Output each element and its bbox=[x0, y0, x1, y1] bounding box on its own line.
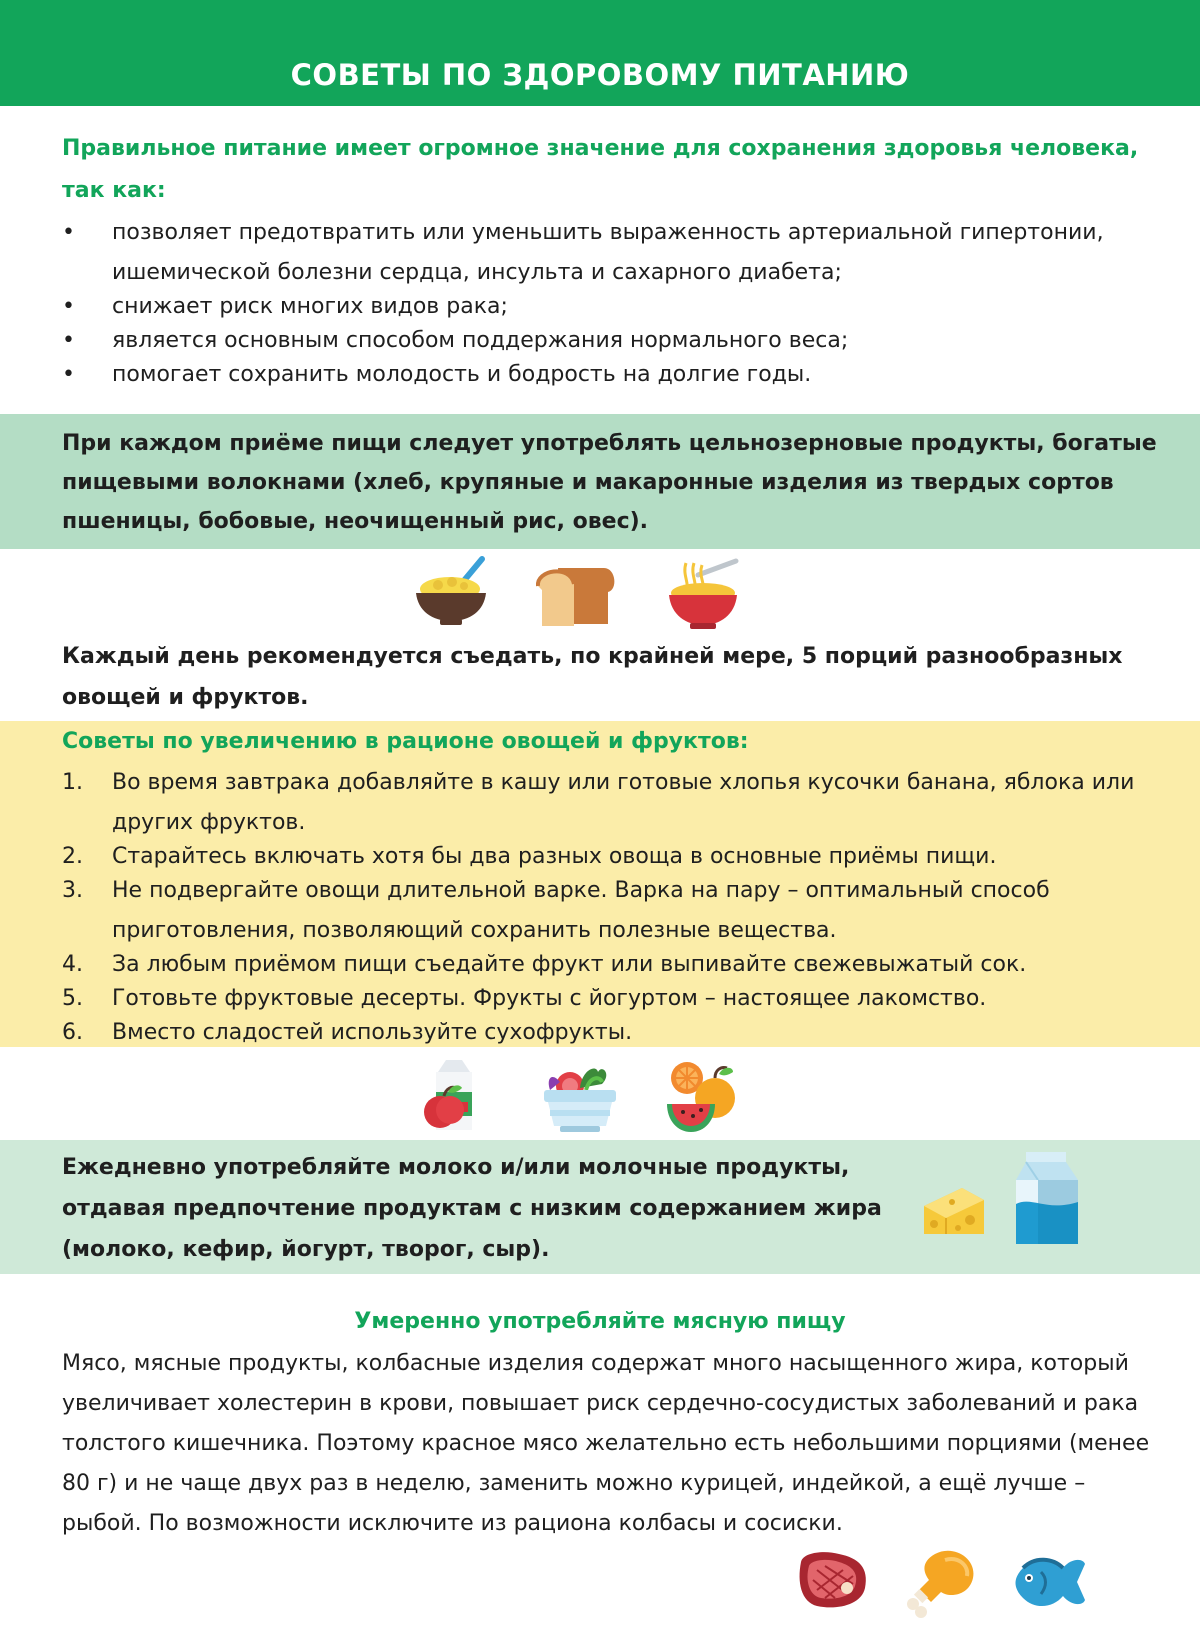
fish-icon bbox=[1005, 1556, 1087, 1610]
fruits-icon bbox=[663, 1056, 739, 1136]
tips-title: Советы по увеличению в рационе овощей и фруктов: bbox=[62, 729, 749, 754]
list-item-text: Не подвергайте овощи длительной варке. Варка на пару – оптимальный способ приготовления, позволяющий сохранить полезные вещества. bbox=[112, 878, 1050, 943]
list-number: 4. bbox=[62, 952, 83, 977]
header-bar bbox=[0, 0, 1200, 106]
bullet-mark: • bbox=[62, 294, 75, 319]
list-item bbox=[62, 355, 1142, 395]
porridge-bowl-icon bbox=[412, 555, 492, 627]
list-item-text: Во время завтрака добавляйте в кашу или готовые хлопья кусочки банана, яблока или других фруктов. bbox=[112, 770, 1135, 835]
list-item-text: является основным способом поддержания нормального веса; bbox=[112, 328, 849, 353]
tips-band bbox=[0, 721, 1200, 1047]
list-item bbox=[62, 213, 1142, 293]
list-item bbox=[62, 763, 1162, 843]
list-item-text: позволяет предотвратить или уменьшить выраженность артериальной гипертонии, ишемической болезни сердца, инсульта и сахарного диабета; bbox=[112, 220, 1104, 285]
salad-bowl-icon bbox=[540, 1060, 620, 1134]
page-title: СОВЕТЫ ПО ЗДОРОВОМУ ПИТАНИЮ bbox=[290, 58, 910, 92]
list-item-text: За любым приёмом пищи съедайте фрукт или выпивайте свежевыжатый сок. bbox=[112, 952, 1027, 977]
list-number: 1. bbox=[62, 770, 83, 795]
list-item-text: Старайтесь включать хотя бы два разных овоща в основные приёмы пищи. bbox=[112, 844, 997, 869]
milk-carton-icon bbox=[1012, 1150, 1082, 1246]
grains-band bbox=[0, 414, 1200, 549]
bullet-mark: • bbox=[62, 328, 75, 353]
dairy-band bbox=[0, 1140, 1200, 1274]
list-number: 3. bbox=[62, 878, 83, 903]
tips-list bbox=[62, 763, 1162, 1053]
intro-heading: Правильное питание имеет огромное значение для сохранения здоровья человека, так как: bbox=[62, 136, 1139, 203]
dairy-text: Ежедневно употребляйте молоко и/или молочные продукты, отдавая предпочтение продуктам с низким содержанием жира (молоко, кефир, йогурт, творог, сыр). bbox=[62, 1155, 882, 1262]
list-item-text: Готовьте фруктовые десерты. Фрукты с йогуртом – настоящее лакомство. bbox=[112, 986, 987, 1011]
meat-text: Мясо, мясные продукты, колбасные изделия содержат много насыщенного жира, который увеличивает холестерин в крови, повышает риск сердечно-сосудистых заболеваний и рака толстого кишечника. Поэтому красное мясо желательно есть небольшими порциями (менее 80 г) и не чаще двух раз в неделю, заменить можно курицей, индейкой, а ещё лучше – рыбой. По возможности исключите из рациона колбасы и сосиски. bbox=[62, 1351, 1150, 1536]
list-item bbox=[62, 1013, 1162, 1053]
bullet-mark: • bbox=[62, 362, 75, 387]
benefits-list bbox=[62, 213, 1142, 395]
meat-title: Умеренно употребляйте мясную пищу bbox=[354, 1309, 846, 1334]
steak-icon bbox=[795, 1548, 871, 1612]
daily-recommendation: Каждый день рекомендуется съедать, по крайней мере, 5 порций разнообразных овощей и фруктов. bbox=[62, 644, 1123, 710]
list-item-text: снижает риск многих видов рака; bbox=[112, 294, 508, 319]
list-number: 2. bbox=[62, 844, 83, 869]
list-number: 6. bbox=[62, 1020, 83, 1045]
bread-loaf-icon bbox=[534, 560, 618, 628]
list-item-text: Вместо сладостей используйте сухофрукты. bbox=[112, 1020, 633, 1045]
pasta-bowl-icon bbox=[664, 555, 742, 629]
chicken-leg-icon bbox=[905, 1546, 979, 1618]
apple-juice-icon bbox=[418, 1058, 488, 1134]
bullet-mark: • bbox=[62, 220, 75, 245]
list-item-text: помогает сохранить молодость и бодрость на долгие годы. bbox=[112, 362, 812, 387]
list-item bbox=[62, 871, 1162, 951]
grains-text: При каждом приёме пищи следует употреблять цельнозерновые продукты, богатые пищевыми волокнами (хлеб, крупяные и макаронные изделия из твердых сортов пшеницы, бобовые, неочищенный рис, овес). bbox=[62, 431, 1157, 534]
cheese-icon bbox=[922, 1184, 986, 1240]
list-number: 5. bbox=[62, 986, 83, 1011]
